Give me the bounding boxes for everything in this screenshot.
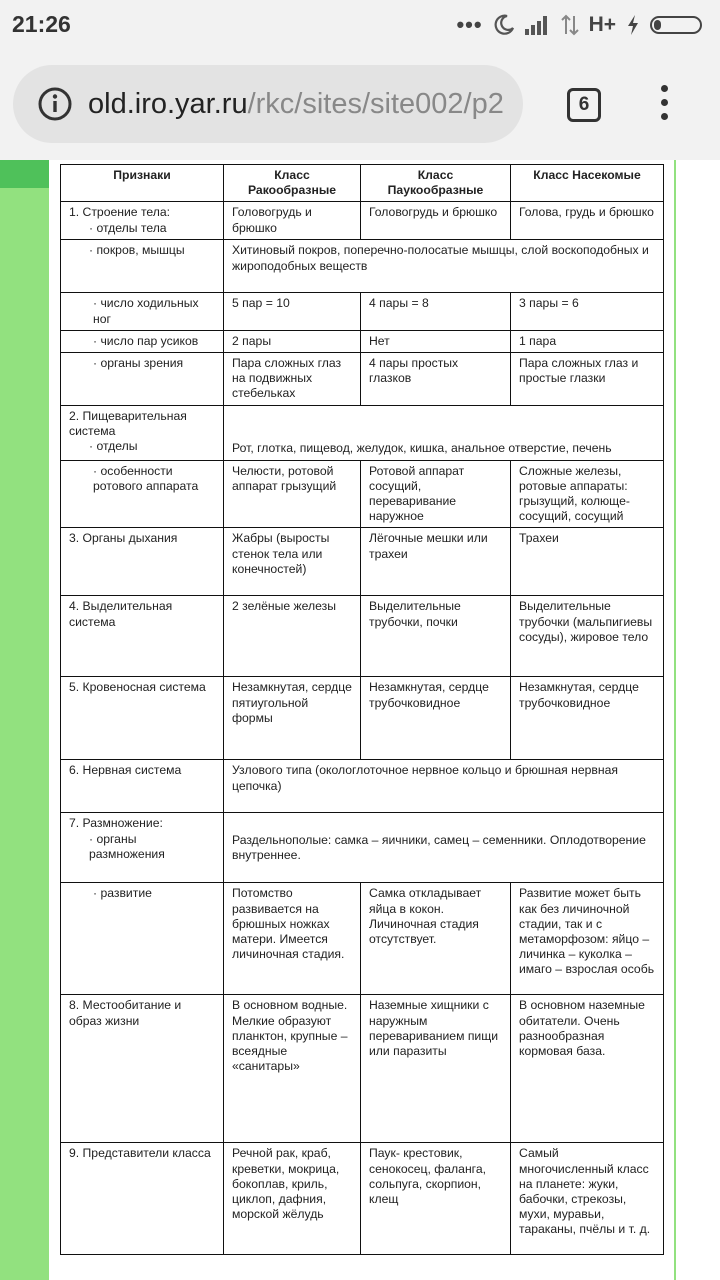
sub-feature: · органы зрения (93, 356, 184, 371)
url-path: /rkc/sites/site002/p2 (247, 88, 504, 120)
feature-cell: 9. Представители класса (61, 1143, 224, 1255)
sub-feature: · отделы (89, 439, 138, 454)
sub-feature: · число пар усиков (93, 333, 199, 348)
feature-cell (61, 460, 224, 528)
table-cell: Сложные железы, ротовые аппараты: грызущий, колюще-сосущий, сосущий (511, 460, 664, 528)
table-row (61, 813, 664, 883)
feature-cell: 5. Кровеносная система (61, 677, 224, 760)
table-cell: Челюсти, ротовой аппарат грызущий (224, 460, 361, 528)
feature-cell: 4. Выделительная система (61, 596, 224, 677)
table-row (61, 293, 664, 330)
table-row (61, 883, 664, 995)
header-cell: Класс Ракообразные (224, 165, 361, 202)
feature-cell (61, 813, 224, 883)
header-cell: Класс Паукообразные (361, 165, 511, 202)
right-decor-line (674, 160, 676, 1280)
feature-cell (61, 293, 224, 330)
table-cell: 4 пары простых глазков (361, 353, 511, 406)
network-type: H+ (588, 13, 616, 36)
feature-cell (61, 353, 224, 406)
table-row (61, 330, 664, 352)
browser-toolbar (0, 50, 720, 160)
table-row (61, 596, 664, 677)
table-cell: Самый многочисленный класс на планете: жуки, бабочки, стрекозы, мухи, муравьи, тараканы, пчёлы и т. д. (511, 1143, 664, 1255)
table-row (61, 353, 664, 406)
sub-feature: · особенности ротового аппарата (93, 463, 199, 493)
feature-cell: 3. Органы дыхания (61, 528, 224, 596)
table-cell: Нет (361, 330, 511, 352)
table-cell: В основном водные. Мелкие образуют планктон, крупные – всеядные «санитары» (224, 995, 361, 1143)
table-row (61, 760, 664, 813)
table-cell: Речной рак, краб, креветки, мокрица, бокоплав, криль, циклоп, дафния, морской жёлудь (224, 1143, 361, 1255)
feature-cell (61, 405, 224, 460)
status-time: 21:26 (12, 11, 71, 37)
info-icon[interactable] (37, 86, 73, 122)
table-cell: Трахеи (511, 528, 664, 596)
table-cell: 2 пары (224, 330, 361, 352)
table-row (61, 995, 664, 1143)
table-cell: Выделительные трубочки, почки (361, 596, 511, 677)
table-cell: В основном наземные обитатели. Очень разнообразная кормовая база. (511, 995, 664, 1143)
feature-cell (61, 883, 224, 995)
address-bar[interactable] (13, 65, 523, 143)
web-page[interactable] (0, 160, 720, 1280)
merged-cell: Узлового типа (окологлоточное нервное кольцо и брюшная нервная цепочка) (224, 760, 664, 813)
table-row (61, 202, 664, 240)
sub-feature: · число ходильных ног (93, 296, 199, 326)
feature-cell (61, 330, 224, 352)
section-title: 2. Пищеварительная система (69, 408, 187, 438)
table-cell: Незамкнутая, сердце трубочковидное (511, 677, 664, 760)
table-row (61, 460, 664, 528)
charging-icon (626, 14, 640, 36)
table-cell: Паук- крестовик, сенокосец, фаланга, сольпуга, скорпион, клещ (361, 1143, 511, 1255)
table-cell: Самка откладывает яйца в кокон. Личиночная стадия отсутствует. (361, 883, 511, 995)
sub-feature: · органы размножения (89, 831, 165, 861)
merged-cell: Хитиновый покров, поперечно-полосатые мышцы, слой воскоподобных и жироподобных веществ (224, 240, 664, 293)
merged-cell: Рот, глотка, пищевод, желудок, кишка, анальное отверстие, печень (224, 405, 664, 460)
table-cell: 2 зелёные железы (224, 596, 361, 677)
sub-feature: · развитие (93, 886, 152, 901)
section-title: 7. Размножение: (69, 816, 163, 831)
more-menu-icon[interactable] (650, 85, 678, 127)
table-cell: Потомство развивается на брюшных ножках матери. Имеется личиночная стадия. (224, 883, 361, 995)
sub-feature: · покров, мышцы (89, 243, 185, 258)
table-cell: Развитие может быть как без личиночной стадии, так и с метаморфозом: яйцо – личинка – куколка – имаго – взрослая особь (511, 883, 664, 995)
table-cell: Наземные хищники с наружным перевариванием пищи или паразиты (361, 995, 511, 1143)
header-cell: Признаки (61, 165, 224, 202)
feature-cell: 8. Местообитание и образ жизни (61, 995, 224, 1143)
moon-icon (493, 14, 515, 36)
comparison-table (60, 164, 664, 1255)
signal-icon (561, 14, 579, 36)
header-cell: Класс Насекомые (511, 165, 664, 202)
tab-switcher-button[interactable]: 6 (567, 88, 601, 122)
feature-cell (61, 202, 224, 240)
table-cell: Жабры (выросты стенок тела или конечностей) (224, 528, 361, 596)
status-bar (0, 0, 720, 50)
table-cell: Выделительные трубочки (мальпигиевы сосуды), жировое тело (511, 596, 664, 677)
table-cell: Головогрудь и брюшко (224, 202, 361, 240)
table-row (61, 405, 664, 460)
status-icons (456, 13, 706, 37)
feature-cell (61, 240, 224, 293)
table-cell: 1 пара (511, 330, 664, 352)
table-cell: Незамкнутая, сердце пятиугольной формы (224, 677, 361, 760)
more-dots-icon: ••• (456, 12, 483, 37)
table-cell: Лёгочные мешки или трахеи (361, 528, 511, 596)
left-decor-bar (0, 160, 49, 1280)
table-cell: Ротовой аппарат сосущий, переваривание наружное (361, 460, 511, 528)
feature-cell: 6. Нервная система (61, 760, 224, 813)
table-cell: 5 пар = 10 (224, 293, 361, 330)
table-cell: Незамкнутая, сердце трубочковидное (361, 677, 511, 760)
section-title: 1. Строение тела: (69, 205, 171, 220)
url-text[interactable] (88, 83, 504, 125)
left-decor-accent (0, 160, 49, 188)
merged-cell: Раздельнополые: самка – яичники, самец – семенники. Оплодотворение внутреннее. (224, 813, 664, 883)
table-row (61, 1143, 664, 1255)
table-cell: Головогрудь и брюшко (361, 202, 511, 240)
table-cell: 4 пары = 8 (361, 293, 511, 330)
battery-icon (650, 14, 706, 36)
url-host: old.iro.yar.ru (88, 88, 248, 120)
table-row (61, 240, 664, 293)
table-row (61, 528, 664, 596)
table-row (61, 677, 664, 760)
table-cell: 3 пары = 6 (511, 293, 664, 330)
table-cell: Пара сложных глаз и простые глазки (511, 353, 664, 406)
table-cell: Пара сложных глаз на подвижных стебельках (224, 353, 361, 406)
signal-icon (525, 15, 551, 35)
table-header-row (61, 165, 664, 202)
table-cell: Голова, грудь и брюшко (511, 202, 664, 240)
sub-feature: · отделы тела (89, 220, 167, 235)
